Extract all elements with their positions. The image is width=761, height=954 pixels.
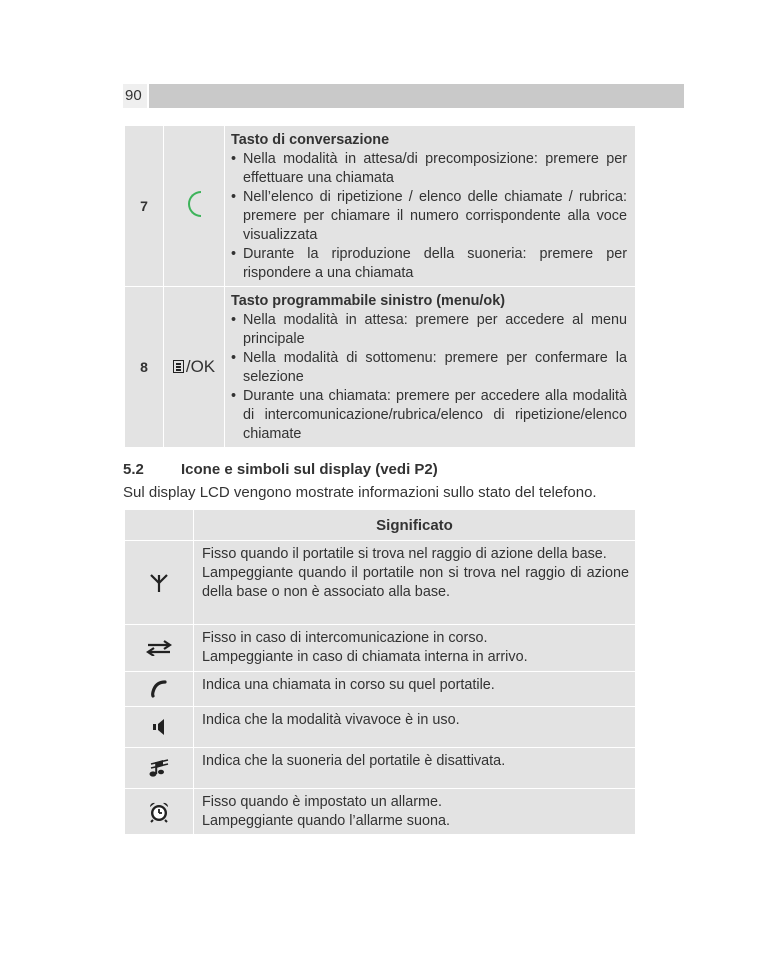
table-row (125, 707, 636, 748)
description-line: Indica che la suoneria del portatile è disattivata. (202, 753, 506, 769)
menu-key-icon (173, 360, 184, 373)
keys-table (124, 125, 636, 448)
description-line: Lampeggiante quando il portatile non si trova nel raggio di azione della base o non è associato alla base. (202, 565, 629, 600)
description-line: Fisso in caso di intercomunicazione in corso. (202, 630, 488, 646)
ringer-off-icon (148, 757, 170, 779)
key-bullets (231, 311, 627, 444)
list-item: • Durante una chiamata: premere per accedere alla modalità di intercomunicazione/rubrica/elenco di ripetizione/elenco chiamate (231, 387, 627, 444)
description-line: Indica che la modalità vivavoce è in uso. (202, 712, 460, 728)
table-row (125, 625, 636, 672)
table-row (125, 541, 636, 625)
page-header (123, 84, 684, 108)
description-line: Fisso quando è impostato un allarme. (202, 794, 442, 810)
table-row (125, 748, 636, 789)
intercom-cell (125, 625, 194, 672)
call-key-cell (164, 126, 225, 287)
list-item: • Nella modalità di sottomenu: premere per confermare la selezione (231, 349, 627, 387)
menu-key-label: /OK (185, 357, 216, 376)
handset-icon (150, 680, 168, 698)
antenna-cell (125, 541, 194, 625)
icon-description (194, 541, 636, 625)
table-row (125, 287, 636, 448)
icon-column-header (125, 510, 194, 541)
key-title: Tasto programmabile sinistro (menu/ok) (231, 293, 505, 309)
section-title: Icone e simboli sul display (vedi P2) (181, 461, 438, 478)
key-number: 8 (125, 287, 164, 448)
key-title: Tasto di conversazione (231, 132, 390, 148)
intercom-arrows-icon (146, 640, 172, 656)
meaning-column-header: Significato (194, 510, 636, 541)
list-item: • Nell’elenco di ripetizione / elenco delle chiamate / rubrica: premere per chiamare il numero corrispondente alla voce visualizzata (231, 188, 627, 245)
section-heading (123, 461, 438, 478)
alarm-clock-cell (125, 789, 194, 835)
ringer-off-cell (125, 748, 194, 789)
speaker-icon (152, 718, 166, 736)
icon-description (194, 789, 636, 835)
section-number: 5.2 (123, 461, 144, 478)
alarm-clock-icon (148, 801, 170, 823)
key-number: 7 (125, 126, 164, 287)
icon-description (194, 672, 636, 707)
section-intro: Sul display LCD vengono mostrate informazioni sullo stato del telefono. (123, 484, 597, 501)
description-line: Fisso quando il portatile si trova nel raggio di azione della base. (202, 546, 607, 562)
key-bullets (231, 150, 627, 283)
icon-description (194, 707, 636, 748)
description-line: Lampeggiante quando l’allarme suona. (202, 813, 451, 829)
header-bar (149, 84, 684, 108)
table-row (125, 126, 636, 287)
page-number: 90 (123, 84, 147, 108)
icon-description (194, 748, 636, 789)
key-description (225, 287, 636, 448)
list-item: • Durante la riproduzione della suoneria: premere per rispondere a una chiamata (231, 245, 627, 283)
list-item: • Nella modalità in attesa/di precomposizione: premere per effettuare una chiamata (231, 150, 627, 188)
table-row (125, 789, 636, 835)
icons-table (124, 509, 636, 835)
call-key-icon (188, 191, 201, 217)
menu-key-cell (164, 287, 225, 448)
table-header-row (125, 510, 636, 541)
speaker-cell (125, 707, 194, 748)
table-row (125, 672, 636, 707)
list-item: • Nella modalità in attesa: premere per accedere al menu principale (231, 311, 627, 349)
description-line: Lampeggiante in caso di chiamata interna in arrivo. (202, 649, 528, 665)
icon-description (194, 625, 636, 672)
antenna-icon (150, 573, 168, 593)
key-description (225, 126, 636, 287)
handset-cell (125, 672, 194, 707)
description-line: Indica una chiamata in corso su quel portatile. (202, 677, 495, 693)
